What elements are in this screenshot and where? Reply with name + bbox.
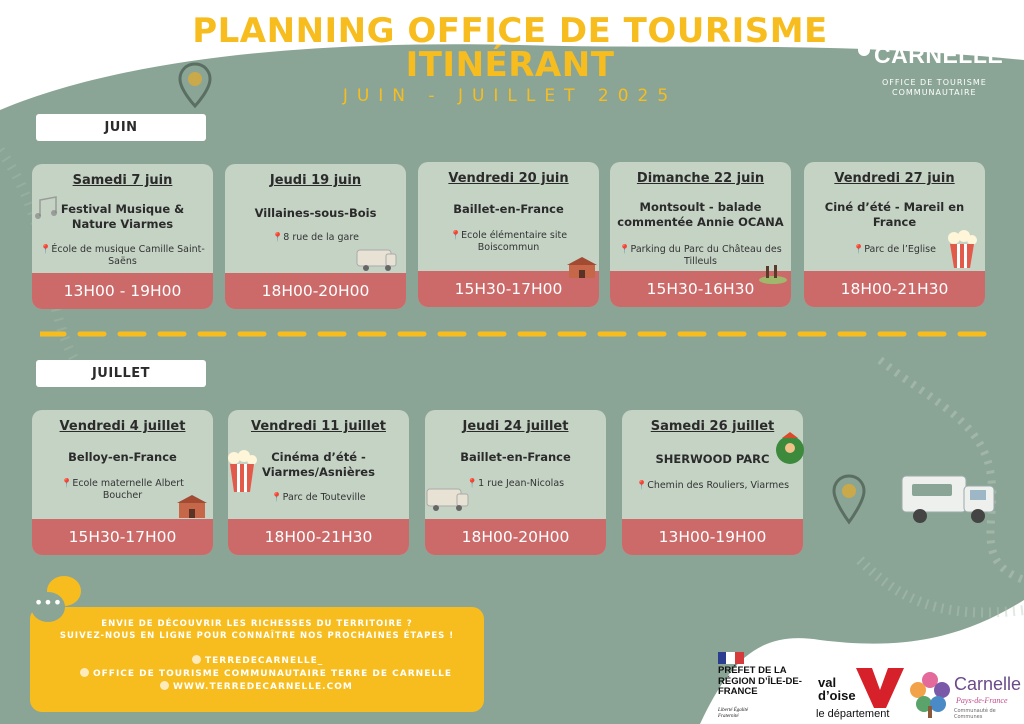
instagram-icon xyxy=(192,655,201,664)
chat-bubble-icon: ••• xyxy=(31,592,65,622)
event-address: 📍Parc de l’Eglise xyxy=(853,244,936,255)
carnelle-flower-icon xyxy=(908,670,952,718)
event-time: 13H00-19H00 xyxy=(622,519,803,555)
event-time: 15H30-16H30 xyxy=(610,271,791,307)
event-time: 18H00-20H00 xyxy=(425,519,606,555)
event-place: SHERWOOD PARC xyxy=(655,452,770,466)
event-address: 📍Parc de Touteville xyxy=(271,492,366,503)
popcorn-icon xyxy=(944,230,980,270)
event-date: Dimanche 22 juin xyxy=(636,171,765,186)
popcorn-icon xyxy=(224,450,260,494)
event-place: Belloy-en-France xyxy=(68,450,177,464)
marianne-icon xyxy=(718,652,744,664)
event-card[interactable] xyxy=(32,164,213,309)
logo-name-line1: terre de xyxy=(870,19,943,42)
event-card[interactable] xyxy=(32,410,213,555)
event-address: 📍Ecole élémentaire site Boiscommun xyxy=(449,230,568,253)
terre-de-carnelle-logo xyxy=(852,20,1012,100)
instagram-link[interactable]: TERREDECARNELLE_ xyxy=(192,655,323,666)
carnelle-subtitle-2: Communauté de Communes xyxy=(954,708,996,720)
music-notes-icon xyxy=(34,194,64,224)
sherwood-character-icon xyxy=(772,432,808,468)
event-address: 📍Chemin des Rouliers, Viarmes xyxy=(635,480,790,491)
event-place: Montsoult - balade commentée Annie OCANA xyxy=(617,200,784,229)
school-icon xyxy=(567,256,597,280)
pin-icon: 📍 xyxy=(271,493,283,503)
carnelle-subtitle: Pays-de-France xyxy=(956,696,1008,705)
map-pin-icon xyxy=(832,474,866,526)
prefet-motto: Liberté Égalité Fraternité xyxy=(718,708,749,719)
valdoise-department: le département xyxy=(816,708,890,720)
event-address: 📍8 rue de la gare xyxy=(272,232,359,243)
event-date: Vendredi 11 juillet xyxy=(251,419,386,434)
map-pin-icon xyxy=(178,62,212,110)
event-card[interactable] xyxy=(425,410,606,555)
facebook-icon xyxy=(80,668,89,677)
event-date: Samedi 26 juillet xyxy=(650,419,775,434)
event-place: Baillet-en-France xyxy=(460,450,571,464)
hikers-icon xyxy=(758,260,788,284)
event-place: Baillet-en-France xyxy=(453,202,564,216)
school-icon xyxy=(177,494,207,520)
tourism-van-icon xyxy=(898,470,998,526)
month-label-june: JUIN xyxy=(36,114,206,141)
logo-subtitle-line2: COMMUNAUTAIRE xyxy=(892,88,977,97)
pin-icon: 📍 xyxy=(272,233,284,243)
event-address: 📍Ecole maternelle Albert Boucher xyxy=(61,478,184,501)
logo-name-line2: CARNELLE xyxy=(874,42,1004,68)
van-icon xyxy=(426,487,470,513)
event-card[interactable] xyxy=(610,162,791,307)
footer-line-2: SUIVEZ-NOUS EN LIGNE POUR CONNAÎTRE NOS PROCHAINES ÉTAPES ! xyxy=(59,631,455,641)
event-card[interactable] xyxy=(418,162,599,307)
footer-line-1: ENVIE DE DÉCOUVRIR LES RICHESSES DU TERRITOIRE ? xyxy=(101,619,413,629)
event-date: Vendredi 4 juillet xyxy=(59,419,186,434)
pin-icon: 📍 xyxy=(619,245,631,255)
pin-icon: 📍 xyxy=(449,231,462,241)
pin-icon: 📍 xyxy=(61,479,73,489)
event-place: Villaines-sous-Bois xyxy=(254,206,377,220)
event-date: Jeudi 19 juin xyxy=(269,173,362,188)
pin-icon: 📍 xyxy=(466,479,479,489)
event-address: 📍Parking du Parc du Château des Tilleuls xyxy=(619,244,782,267)
pin-icon: 📍 xyxy=(853,245,865,255)
prefet-logo xyxy=(716,650,806,720)
event-time: 15H30-17H00 xyxy=(32,519,213,555)
event-time: 15H30-17H00 xyxy=(418,271,599,307)
pin-icon: 📍 xyxy=(635,481,648,491)
event-time: 13H00 - 19H00 xyxy=(32,273,213,309)
logo-subtitle-line1: OFFICE DE TOURISME xyxy=(882,78,987,87)
valdoise-v-icon xyxy=(856,668,904,708)
valdoise-logo xyxy=(812,668,912,722)
event-date: Jeudi 24 juillet xyxy=(462,419,569,434)
globe-icon xyxy=(160,681,169,690)
page-title: PLANNING OFFICE DE TOURISME ITINÉRANT xyxy=(192,11,828,85)
valdoise-name: val d’oise xyxy=(818,675,856,703)
event-address: 📍École de musique Camille Saint-Saëns xyxy=(40,244,205,267)
website-link[interactable]: WWW.TERREDECARNELLE.COM xyxy=(160,681,353,692)
social-footer xyxy=(30,607,484,712)
dashed-road-divider xyxy=(40,331,1000,337)
event-time: 18H00-20H00 xyxy=(225,273,406,309)
van-icon xyxy=(356,248,398,272)
event-place: Ciné d’été - Mareil en France xyxy=(824,200,965,229)
prefet-title: PRÉFET DE LA RÉGION D’ÎLE-DE-FRANCE xyxy=(718,665,802,697)
event-date: Vendredi 27 juin xyxy=(834,171,955,186)
facebook-link[interactable]: OFFICE DE TOURISME COMMUNAUTAIRE TERRE DE CARNELLE xyxy=(80,668,452,679)
event-address: 📍1 rue Jean-Nicolas xyxy=(466,478,565,489)
event-time: 18H00-21H30 xyxy=(804,271,985,307)
event-place: Festival Musique & Nature Viarmes xyxy=(60,202,185,231)
event-date: Vendredi 20 juin xyxy=(448,171,569,186)
event-time: 18H00-21H30 xyxy=(228,519,409,555)
page-period: JUIN - JUILLET 2025 xyxy=(342,86,678,106)
carnelle-logo xyxy=(906,668,1022,722)
event-place: Cinéma d’été - Viarmes/Asnières xyxy=(262,450,375,479)
month-label-july: JUILLET xyxy=(36,360,206,387)
carnelle-name: Carnelle xyxy=(954,674,1022,694)
event-card[interactable] xyxy=(225,164,406,309)
event-date: Samedi 7 juin xyxy=(72,173,173,188)
pin-icon: 📍 xyxy=(40,245,52,255)
